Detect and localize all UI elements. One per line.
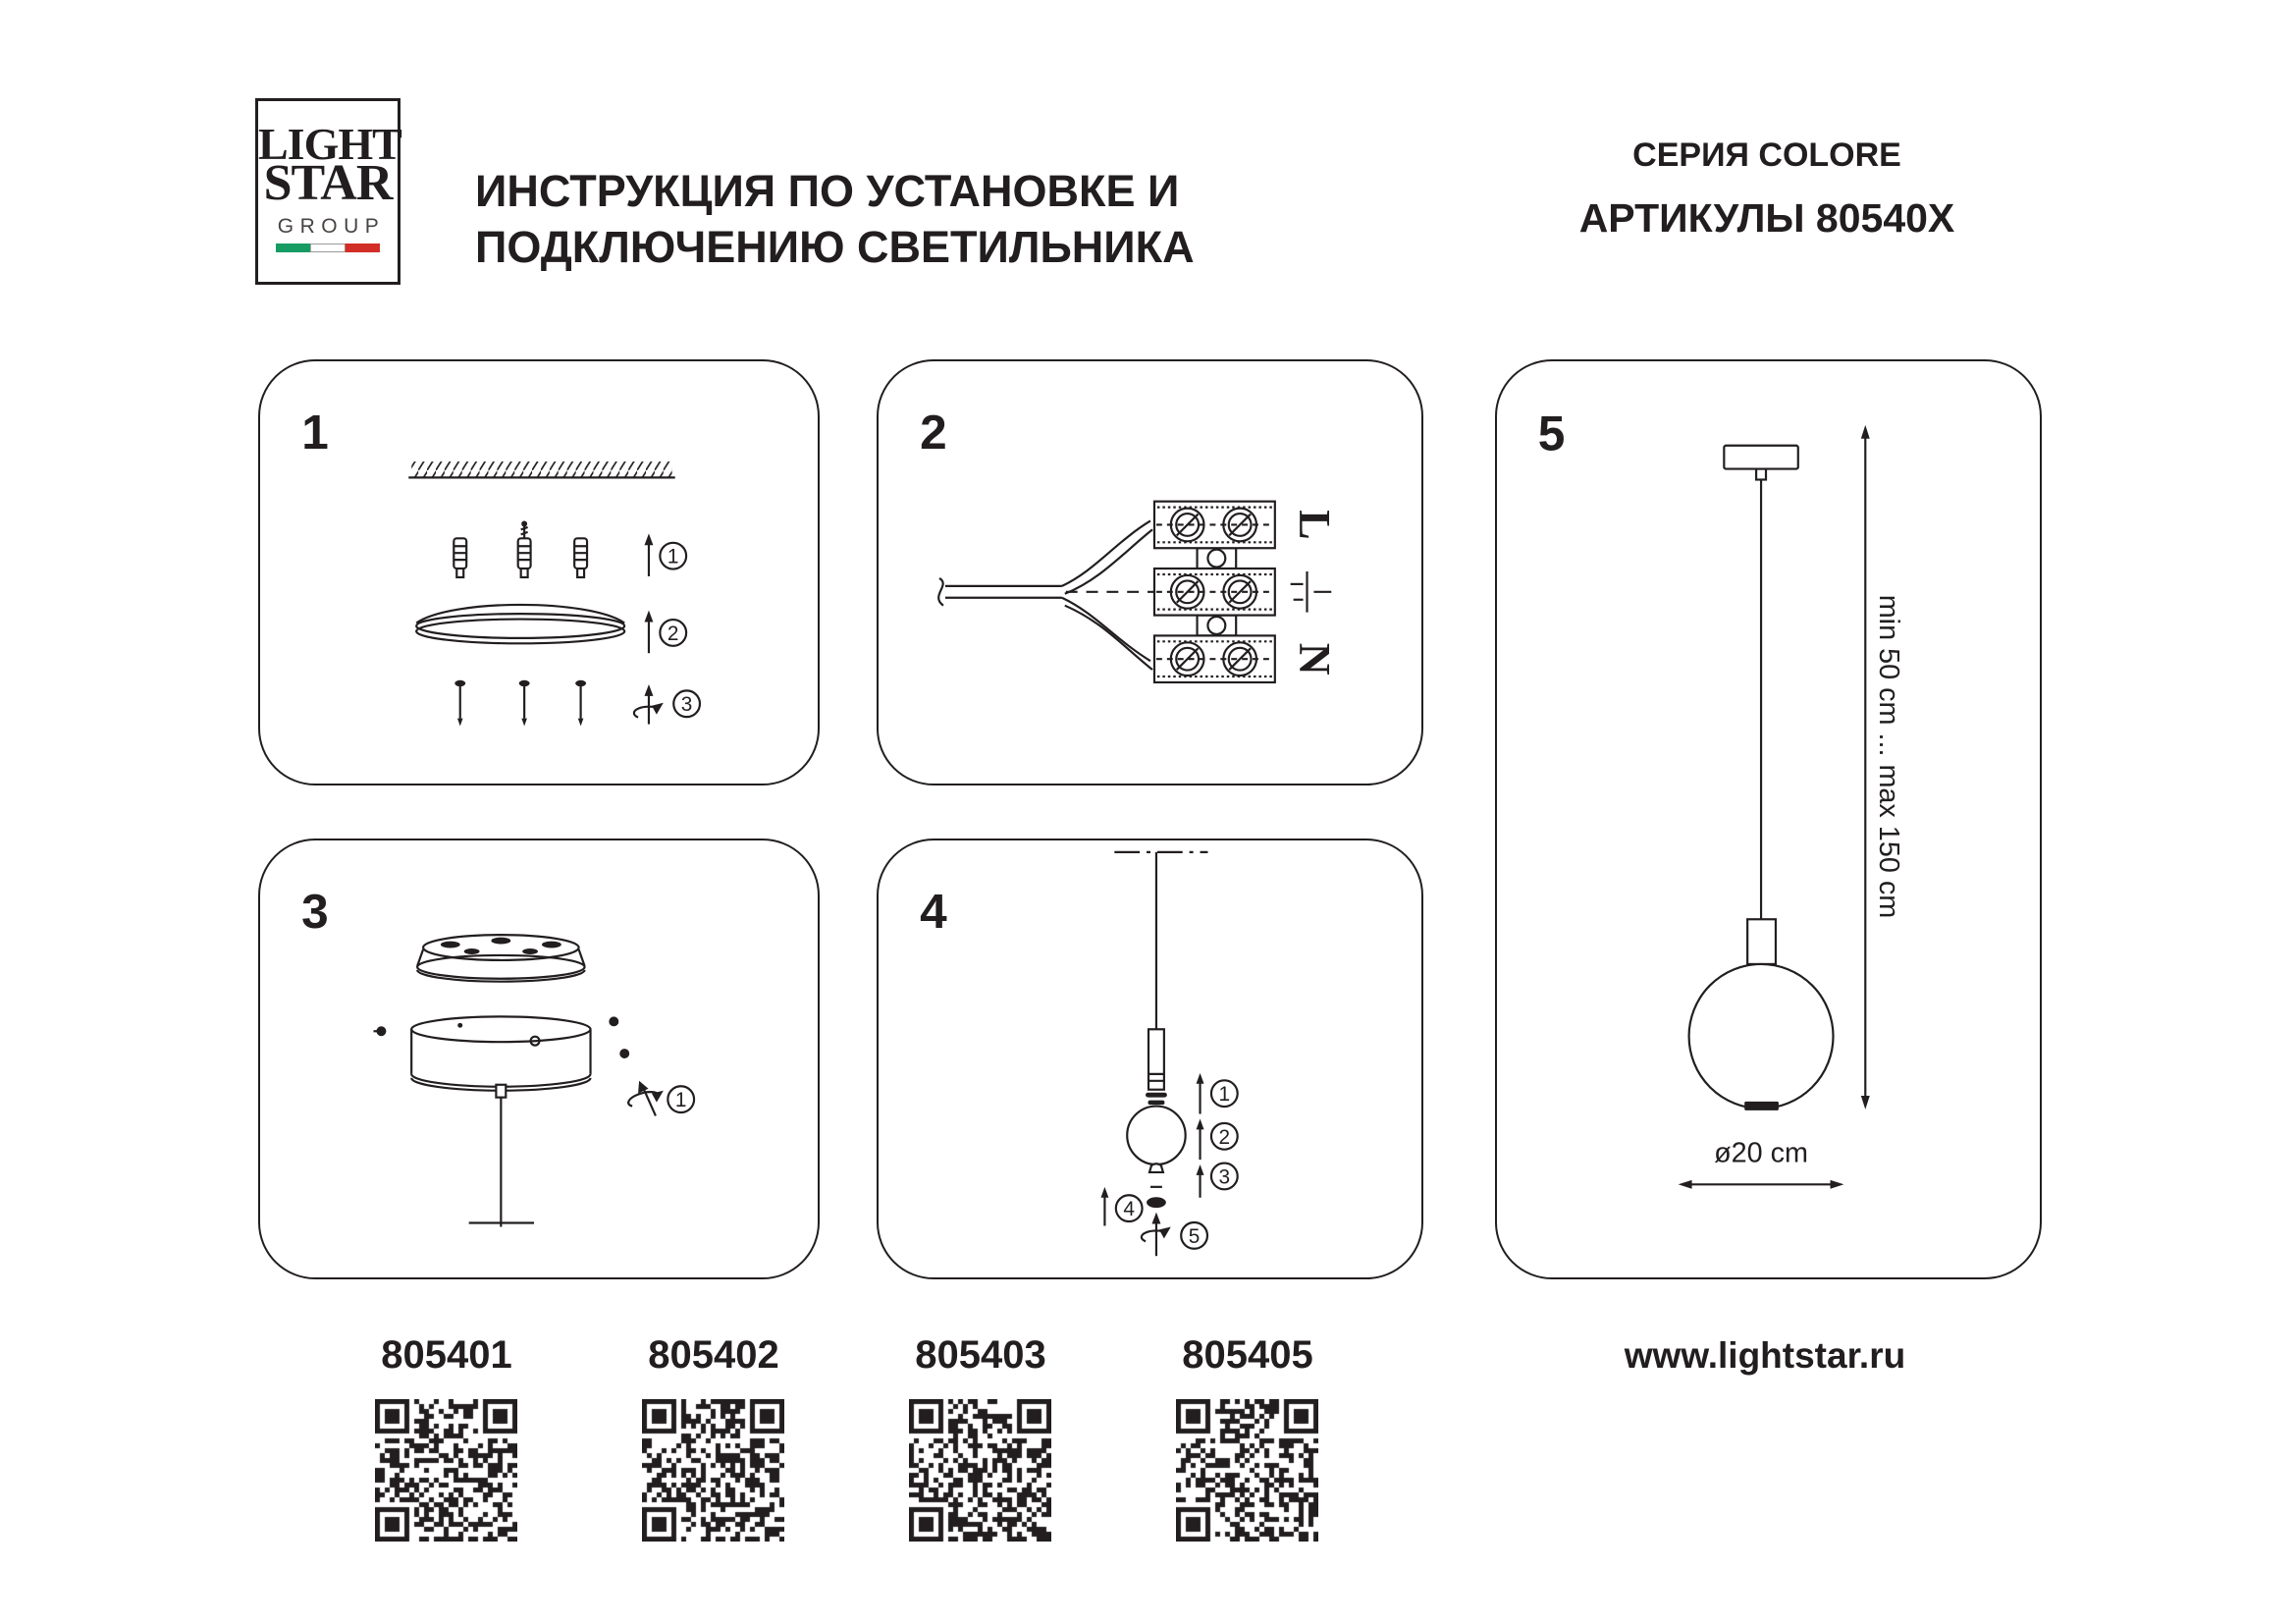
wall-anchor-with-screw-icon <box>518 520 531 576</box>
label-live: L <box>1289 510 1340 540</box>
mains-cable <box>938 578 1062 606</box>
label-neutral: N <box>1289 642 1340 676</box>
svg-text:1: 1 <box>1218 1083 1231 1107</box>
svg-text:1: 1 <box>674 1089 687 1112</box>
article-code-label: 805401 <box>381 1333 512 1377</box>
ceiling-hatch <box>408 461 674 477</box>
flag-red-stripe <box>346 244 380 252</box>
height-dimension-label: min 50 cm ... max 150 cm <box>1873 594 1905 919</box>
lamp-socket <box>1747 919 1776 964</box>
step-marker-1 <box>660 543 686 569</box>
step-marker-1 <box>667 1086 694 1112</box>
canopy-disc <box>416 605 624 643</box>
page-title <box>475 163 1195 275</box>
title-line-1: ИНСТРУКЦИЯ ПО УСТАНОВКЕ И <box>475 166 1180 216</box>
step-number: 3 <box>301 884 329 940</box>
rotation-arrow-icon <box>628 1081 664 1116</box>
step-5-diagram <box>1497 361 2040 1277</box>
svg-text:4: 4 <box>1123 1198 1135 1221</box>
svg-text:2: 2 <box>667 622 679 645</box>
height-dimension-arrow <box>1861 425 1870 1110</box>
svg-text:5: 5 <box>1188 1224 1201 1248</box>
svg-text:2: 2 <box>1218 1125 1231 1149</box>
step-marker-3 <box>1211 1164 1238 1190</box>
mounting-drum <box>411 1016 590 1090</box>
terminal-screw-icon <box>1171 509 1204 542</box>
italian-flag-icon <box>276 244 380 252</box>
step-1-panel <box>258 359 820 785</box>
terminal-block-live <box>1154 502 1275 549</box>
svg-text:1: 1 <box>667 545 679 568</box>
article-code-label: 805405 <box>1182 1333 1313 1377</box>
lock-nut <box>1149 1164 1163 1172</box>
flag-white-stripe <box>310 244 345 252</box>
step-marker-4 <box>1116 1195 1143 1221</box>
step-number: 2 <box>920 406 947 460</box>
step-5-panel <box>1495 359 2042 1279</box>
wall-anchor-icon <box>454 538 466 577</box>
terminal-block-neutral <box>1154 635 1275 682</box>
qr-code <box>909 1399 1051 1542</box>
logo-group-text: GROUP <box>277 215 386 238</box>
step-4-panel <box>877 839 1423 1279</box>
sphere-shade <box>1689 964 1834 1109</box>
step-2-diagram <box>879 361 1421 784</box>
series-label: СЕРИЯ COLORE <box>1632 136 1901 174</box>
step-2-panel <box>877 359 1423 785</box>
step-marker-3 <box>673 690 700 717</box>
earth-symbol-icon <box>1291 571 1332 613</box>
qr-code <box>642 1399 784 1542</box>
step-marker-5 <box>1181 1222 1207 1249</box>
black-washer <box>1147 1197 1166 1208</box>
step-3-panel <box>258 839 820 1279</box>
articles-label: АРТИКУЛЫ 80540X <box>1578 195 1955 241</box>
canopy-cover-plate <box>417 935 584 982</box>
step-number: 4 <box>920 884 947 940</box>
article-code-label: 805403 <box>915 1333 1046 1377</box>
arrow-up-icon <box>645 611 654 654</box>
lightstar-logo <box>255 98 400 285</box>
flag-green-stripe <box>276 244 310 252</box>
rotation-arrow-icon <box>1142 1213 1171 1257</box>
neutral-wire <box>1062 598 1152 670</box>
wall-anchor-icon <box>574 538 587 577</box>
step-marker-2 <box>1211 1123 1238 1150</box>
arrow-up-icon <box>1197 1118 1204 1160</box>
diameter-dimension-arrow <box>1679 1180 1844 1189</box>
arrow-up-icon <box>645 533 654 576</box>
logo-light-text: LIGHT <box>258 119 401 169</box>
ceiling-plate <box>1724 446 1797 480</box>
step-4-diagram <box>879 840 1421 1277</box>
article-code-label: 805402 <box>648 1333 779 1377</box>
terminal-screw-icon <box>1223 575 1256 609</box>
logo-star-text: STAR <box>263 155 393 211</box>
rotation-arrow-icon <box>634 684 664 725</box>
step-marker-2 <box>660 620 686 646</box>
screw-icon <box>575 680 586 727</box>
qr-code <box>1176 1399 1318 1542</box>
terminal-screw-icon <box>1171 575 1204 609</box>
step-number: 5 <box>1537 406 1566 461</box>
screw-icon <box>519 680 530 727</box>
step-1-diagram <box>260 361 818 784</box>
website-label: www.lightstar.ru <box>1624 1335 1906 1376</box>
live-wire <box>1062 520 1152 593</box>
title-line-2: ПОДКЛЮЧЕНИЮ СВЕТИЛЬНИКА <box>475 222 1195 272</box>
step-marker-1 <box>1211 1080 1238 1107</box>
hanging-rod <box>469 1085 534 1227</box>
arrow-up-icon <box>1197 1164 1204 1198</box>
terminal-screw-icon <box>1171 642 1204 676</box>
terminal-screw-icon <box>1223 509 1256 542</box>
diameter-dimension-label: ø20 cm <box>1714 1137 1809 1169</box>
terminal-screw-icon <box>1223 642 1256 676</box>
svg-text:3: 3 <box>680 693 693 717</box>
sphere-base <box>1744 1102 1779 1110</box>
screw-icon <box>454 680 465 727</box>
arrow-up-icon <box>1197 1073 1204 1114</box>
arrow-up-icon <box>1100 1187 1108 1226</box>
rubber-rings <box>1146 1093 1167 1105</box>
glass-sphere <box>1127 1107 1185 1164</box>
terminal-block-earth <box>1154 568 1275 616</box>
step-number: 1 <box>301 406 329 460</box>
qr-code <box>375 1399 517 1542</box>
cord-grip-tube <box>1148 1029 1164 1089</box>
mounting-screws <box>454 680 586 727</box>
svg-text:3: 3 <box>1218 1165 1231 1189</box>
wall-anchors <box>454 520 587 576</box>
step-3-diagram <box>260 840 818 1277</box>
